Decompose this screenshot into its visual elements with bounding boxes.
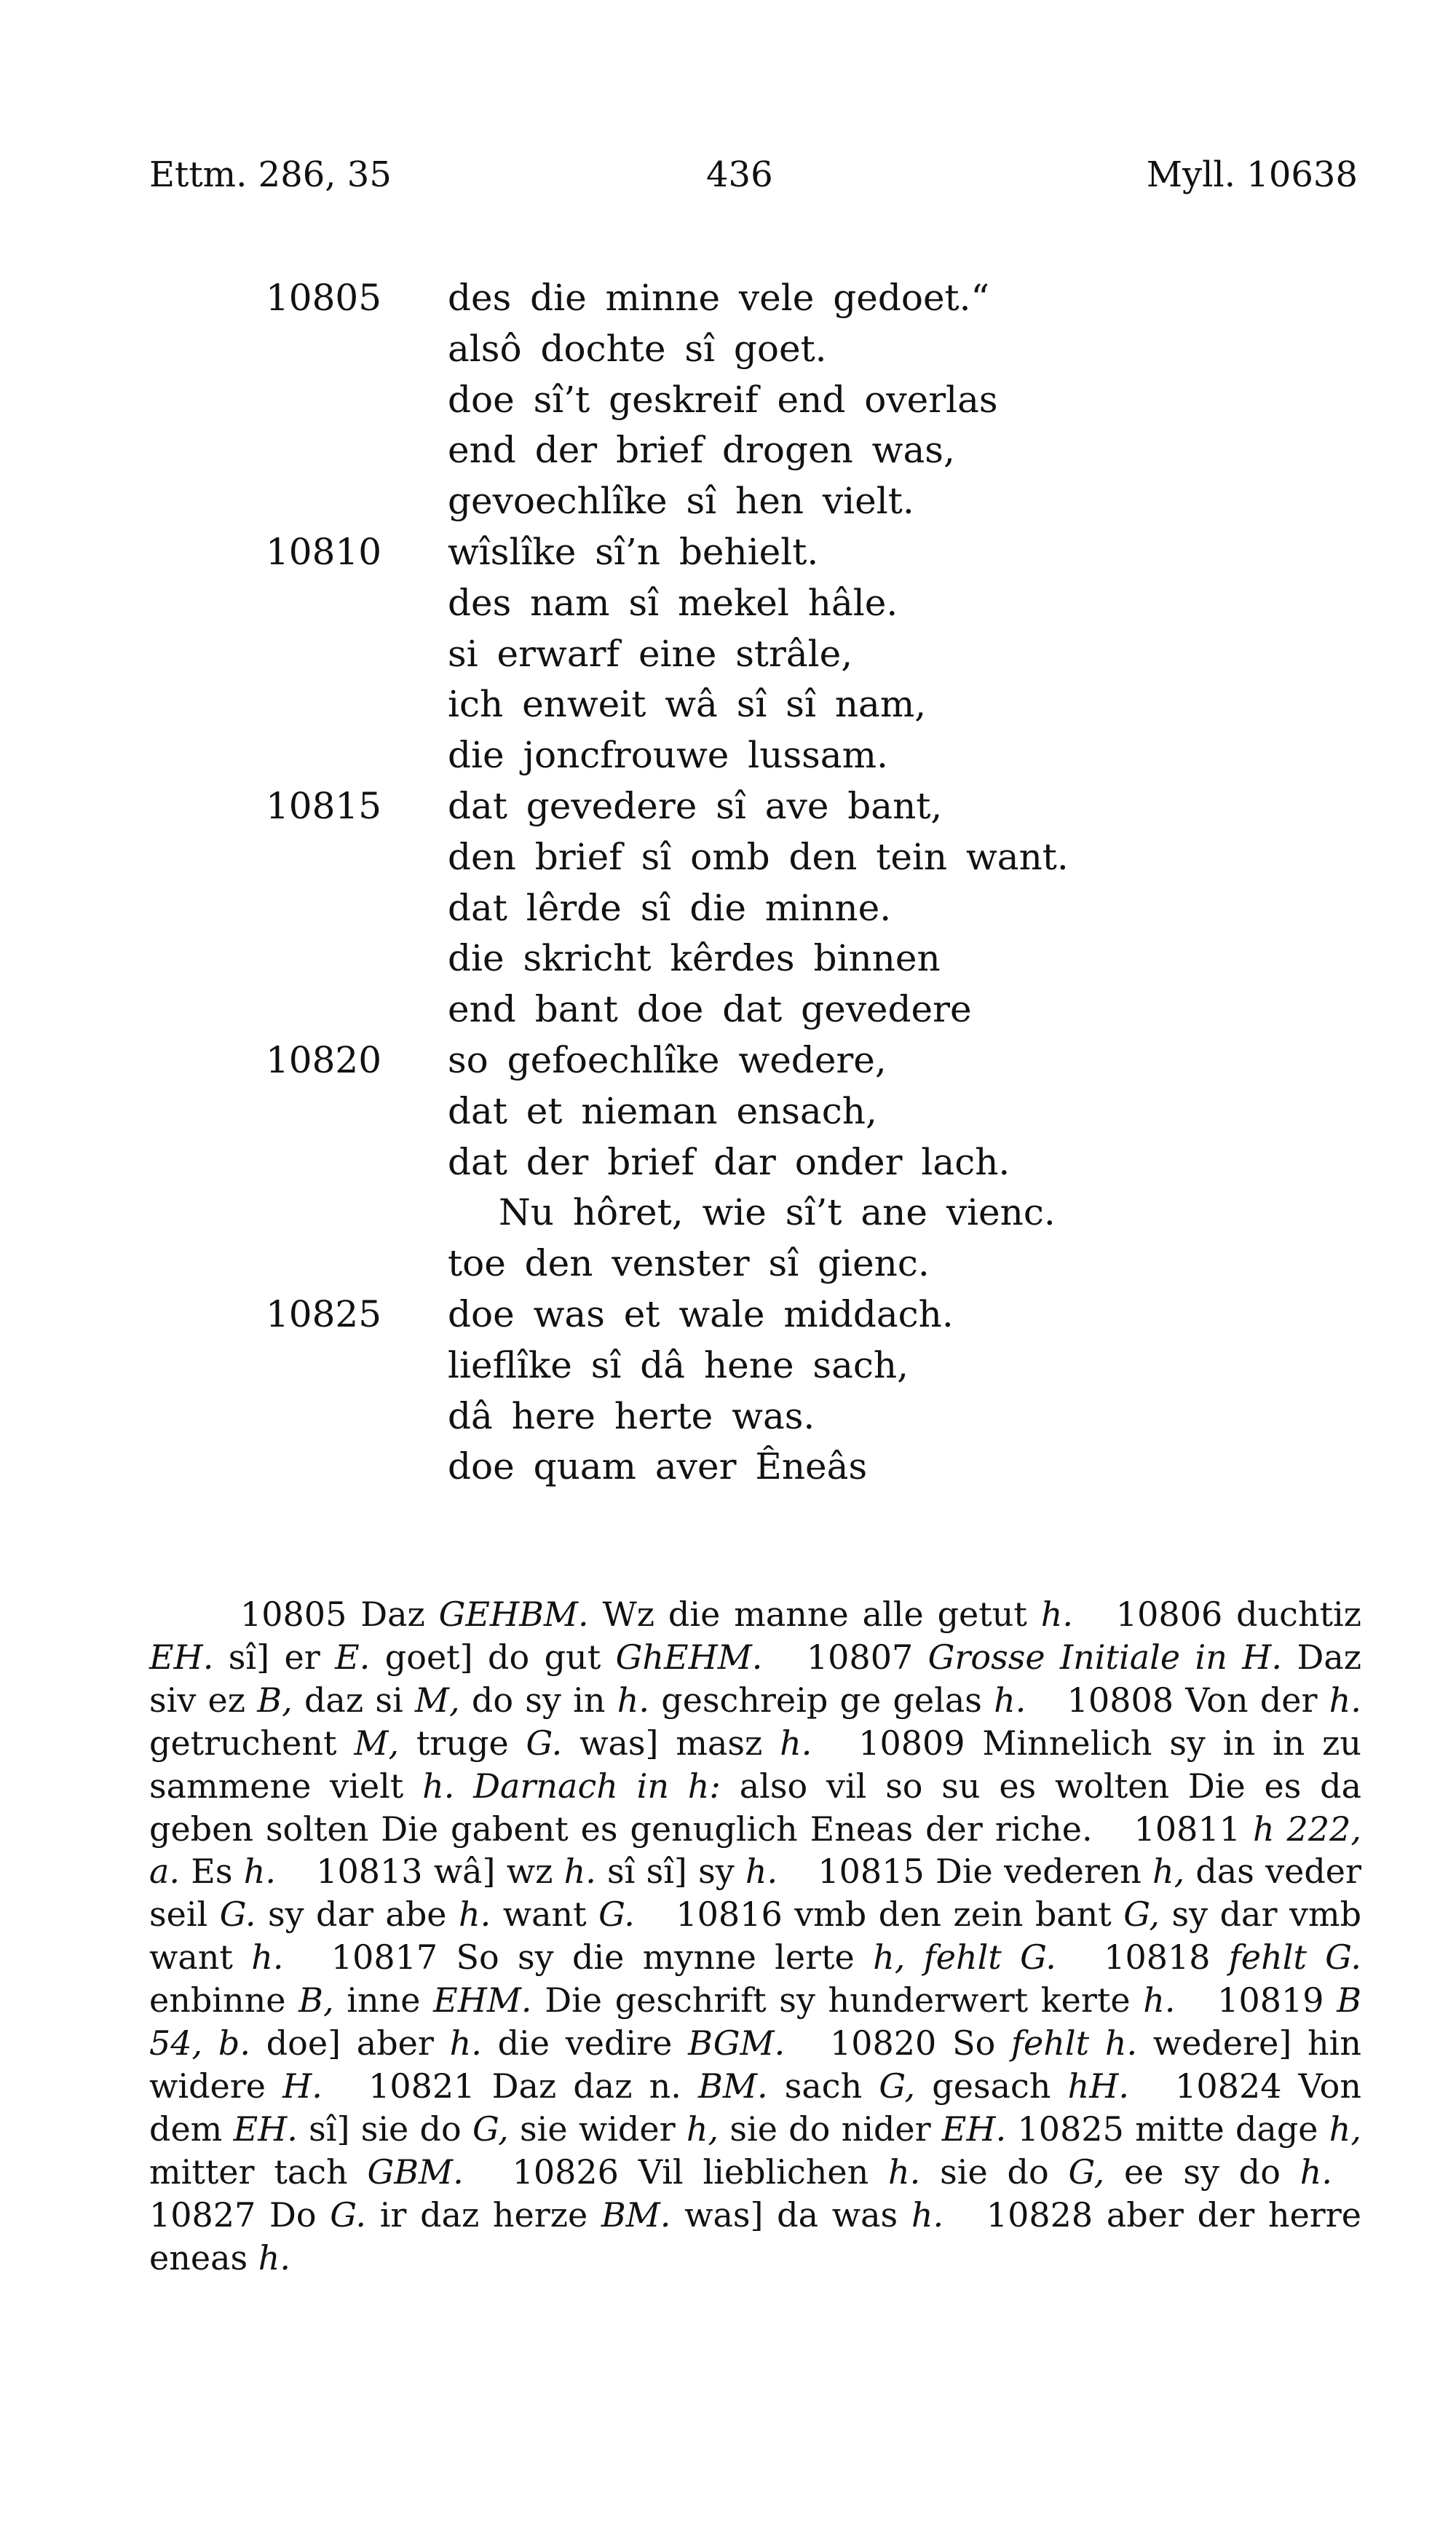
siglum: G,: [1068, 2152, 1105, 2192]
siglum: h.: [563, 1852, 596, 1892]
siglum: E.: [335, 1637, 371, 1677]
verse-number: 10825: [266, 1292, 382, 1335]
siglum: H.: [282, 2066, 323, 2106]
siglum: h.: [1329, 1680, 1361, 1720]
note-text: sie do nider: [719, 2109, 942, 2149]
verse-line-text: die joncfrouwe lussam.: [448, 734, 888, 777]
note-text: 10826 Vil lieblichen: [512, 2152, 889, 2192]
verse-number: 10820: [266, 1038, 382, 1081]
note-text: geschreip ge gelas: [649, 1680, 994, 1720]
siglum: h, fehlt G.: [873, 1937, 1056, 1978]
note-text: sy dar abe: [256, 1895, 459, 1935]
note-text: wedere] hin widere: [149, 2023, 1361, 2106]
verse-line-text: toe den venster sî gienc.: [448, 1242, 930, 1285]
note-text: sî] er: [213, 1637, 336, 1677]
note-text: 10813 wâ] wz: [316, 1852, 564, 1892]
note-text: 10821 Daz daz n.: [368, 2066, 699, 2106]
verse-line-text: dat et nieman ensach,: [448, 1089, 877, 1132]
verse-line-text: si erwarf eine strâle,: [448, 632, 853, 675]
siglum: G.: [330, 2195, 367, 2235]
verse-line-text: die skricht kêrdes binnen: [448, 937, 941, 980]
note-text: [1006, 2109, 1017, 2149]
siglum: h.: [258, 2237, 290, 2278]
siglum: h,: [1152, 1852, 1185, 1892]
verse-line: [266, 679, 1285, 730]
note-text: want: [491, 1895, 599, 1935]
note-text: Es: [180, 1852, 244, 1892]
siglum: h.: [449, 2023, 482, 2063]
verse-line-text: dat der brief dar onder lach.: [448, 1140, 1010, 1183]
siglum: h. Darnach in h:: [422, 1766, 721, 1806]
verse-line-text: des die minne vele gedoet.“: [448, 277, 990, 319]
siglum: BM.: [601, 2195, 671, 2235]
verse-line-text: ich enweit wâ sî sî nam,: [448, 683, 927, 726]
siglum: h.: [459, 1895, 491, 1935]
note-text: Die geschrift sy hunderwert kerte: [531, 1980, 1144, 2020]
note-text: goet] do gut: [370, 1637, 616, 1677]
siglum: B,: [298, 1980, 334, 2020]
siglum: GBM.: [367, 2152, 464, 2192]
page-number: 436: [706, 154, 773, 195]
verse-line: [266, 1289, 1285, 1340]
siglum: Grosse Initiale in H.: [927, 1637, 1283, 1677]
note-text: 10827 Do: [149, 2195, 331, 2235]
siglum: EH.: [233, 2109, 298, 2149]
siglum: G,: [472, 2109, 509, 2149]
verse-line: [266, 832, 1285, 883]
note-text: was] da was: [670, 2195, 911, 2235]
note-text: doe] aber: [250, 2023, 450, 2063]
header-reference-right: Myll. 10638: [1146, 154, 1358, 195]
siglum: h.: [888, 2152, 921, 2192]
siglum: EH.: [941, 2109, 1007, 2149]
verse-line-text: dâ here herte was.: [448, 1394, 815, 1437]
critical-apparatus: [149, 1593, 1361, 2280]
siglum: h,: [686, 2109, 719, 2149]
note-text: ee sy do: [1104, 2152, 1300, 2192]
siglum: h.: [617, 1680, 650, 1720]
siglum: h.: [243, 1852, 276, 1892]
verse-line-text: doe quam aver Êneâs: [448, 1445, 868, 1488]
verse-line-text: des nam sî mekel hâle.: [448, 581, 898, 624]
verse-line-text: end bant doe dat gevedere: [448, 988, 972, 1031]
siglum: G,: [1123, 1895, 1160, 1935]
note-text: sie wider: [508, 2109, 687, 2149]
verse-line: [266, 273, 1285, 324]
siglum: hH.: [1067, 2066, 1129, 2106]
siglum: h.: [251, 1937, 284, 1978]
verse-line-text: den brief sî omb den tein want.: [448, 835, 1069, 878]
note-text: ir daz herze: [366, 2195, 601, 2235]
siglum: fehlt h.: [1011, 2023, 1138, 2063]
verse-line: [266, 578, 1285, 629]
verse-line: [266, 527, 1285, 578]
verse-number: 10815: [266, 784, 382, 827]
note-text: 10828 aber der herre eneas: [149, 2195, 1361, 2278]
siglum: G.: [598, 1895, 635, 1935]
note-text: sy dar vmb want: [149, 1895, 1362, 1978]
siglum: h 222, a.: [149, 1809, 1361, 1892]
verse-line: [266, 781, 1285, 832]
verse-line: [266, 425, 1285, 476]
note-text: Daz siv ez: [149, 1637, 1362, 1720]
verse-line-text: wîslîke sî’n behielt.: [448, 530, 819, 573]
note-text: 10807: [806, 1637, 928, 1677]
note-text: 10809 Minnelich sy in in zu sammene vielt: [149, 1723, 1361, 1806]
siglum: G,: [879, 2066, 916, 2106]
note-text: 10817 So sy die mynne lerte: [331, 1937, 874, 1978]
verse-line: [266, 375, 1285, 426]
verse-line-text: doe was et wale middach.: [448, 1292, 954, 1335]
siglum: fehlt G.: [1228, 1937, 1361, 1978]
note-text: sie do: [920, 2152, 1069, 2192]
verse-line: [266, 730, 1285, 781]
note-text: sach: [767, 2066, 879, 2106]
note-text: 10816 vmb den zein bant: [676, 1895, 1124, 1935]
siglum: h.: [1143, 1980, 1176, 2020]
note-text: 10824 Von dem: [149, 2066, 1361, 2149]
note-text: Wz die manne alle getut: [588, 1595, 1041, 1634]
siglum: h.: [745, 1852, 778, 1892]
verse-number: 10810: [266, 530, 382, 573]
note-text: 10820 So: [829, 2023, 1012, 2063]
siglum: h.: [994, 1680, 1026, 1720]
note-text: sî sî] sy: [596, 1852, 745, 1892]
verse-line: [266, 933, 1285, 984]
verse-line: [266, 1239, 1285, 1289]
siglum: G.: [526, 1723, 563, 1763]
verse-line: [266, 984, 1285, 1035]
note-text: 10808 Von der: [1067, 1680, 1329, 1720]
note-text: 10815 Die vederen: [818, 1852, 1152, 1892]
note-text: enbinne: [149, 1980, 299, 2020]
siglum: h.: [1040, 1595, 1073, 1634]
note-text: die vedire: [481, 2023, 689, 2063]
note-text: das veder seil: [149, 1852, 1362, 1935]
note-text: getruchent: [149, 1723, 355, 1763]
verse-line-text: dat gevedere sî ave bant,: [448, 784, 943, 827]
note-text: 10811: [1133, 1809, 1253, 1849]
verse-number: 10805: [266, 277, 382, 319]
verse-line-text: alsô dochte sî goet.: [448, 327, 827, 370]
verse-line-text: doe sî’t geskreif end overlas: [448, 378, 998, 421]
note-text: gesach: [915, 2066, 1068, 2106]
verse-line: [266, 1035, 1285, 1086]
note-text: sî] sie do: [297, 2109, 472, 2149]
verse-line: [266, 1188, 1285, 1239]
siglum: h.: [1299, 2152, 1332, 2192]
siglum: B 54, b.: [149, 1980, 1361, 2063]
verse-line: [266, 629, 1285, 680]
siglum: EHM.: [433, 1980, 532, 2020]
note-text: do sy in: [459, 1680, 617, 1720]
siglum: M,: [414, 1680, 460, 1720]
verse-line-text: lieflîke sî dâ hene sach,: [448, 1343, 909, 1386]
note-text: 10825 mitte dage: [1017, 2109, 1329, 2149]
verse-line: [266, 476, 1285, 527]
siglum: B,: [257, 1680, 293, 1720]
note-text: inne: [333, 1980, 434, 2020]
siglum: G.: [219, 1895, 256, 1935]
note-text: also vil so su es wolten Die es da geben solten Die gabent es genuglich Eneas der riche.: [149, 1766, 1361, 1849]
verse-line: [266, 1442, 1285, 1493]
note-text: 10818: [1104, 1937, 1229, 1978]
verse-line-text: gevoechlîke sî hen vielt.: [448, 480, 914, 523]
verse-line: [266, 324, 1285, 375]
siglum: BM.: [698, 2066, 768, 2106]
header-reference-left: Ettm. 286, 35: [149, 154, 392, 195]
note-text: 10806 duchtiz: [1115, 1595, 1362, 1634]
running-header: [149, 154, 1358, 205]
note-text: 10805 Daz: [240, 1595, 439, 1634]
note-text: daz si: [292, 1680, 415, 1720]
verse-line-text: dat lêrde sî die minne.: [448, 886, 892, 929]
verse-line-text: end der brief drogen was,: [448, 429, 955, 472]
verse-text: [266, 273, 1285, 1493]
note-text: was] masz: [562, 1723, 780, 1763]
siglum: h.: [911, 2195, 944, 2235]
verse-line: [266, 883, 1285, 934]
verse-line: [266, 1137, 1285, 1188]
verse-line-text: Nu hôret, wie sî’t ane vienc.: [499, 1191, 1056, 1234]
siglum: EH.: [149, 1637, 214, 1677]
siglum: M,: [354, 1723, 400, 1763]
siglum: GhEHM.: [615, 1637, 763, 1677]
siglum: GEHBM.: [438, 1595, 589, 1634]
verse-line-text: so gefoechlîke wedere,: [448, 1038, 887, 1081]
verse-line: [266, 1391, 1285, 1442]
apparatus-paragraph: [149, 1593, 1361, 2280]
siglum: h.: [780, 1723, 812, 1763]
verse-line: [266, 1340, 1285, 1391]
note-text: 10819: [1217, 1980, 1337, 2020]
verse-line: [266, 1086, 1285, 1137]
siglum: BGM.: [688, 2023, 786, 2063]
siglum: h,: [1329, 2109, 1362, 2149]
note-text: mitter tach: [149, 2152, 368, 2192]
note-text: truge: [399, 1723, 526, 1763]
